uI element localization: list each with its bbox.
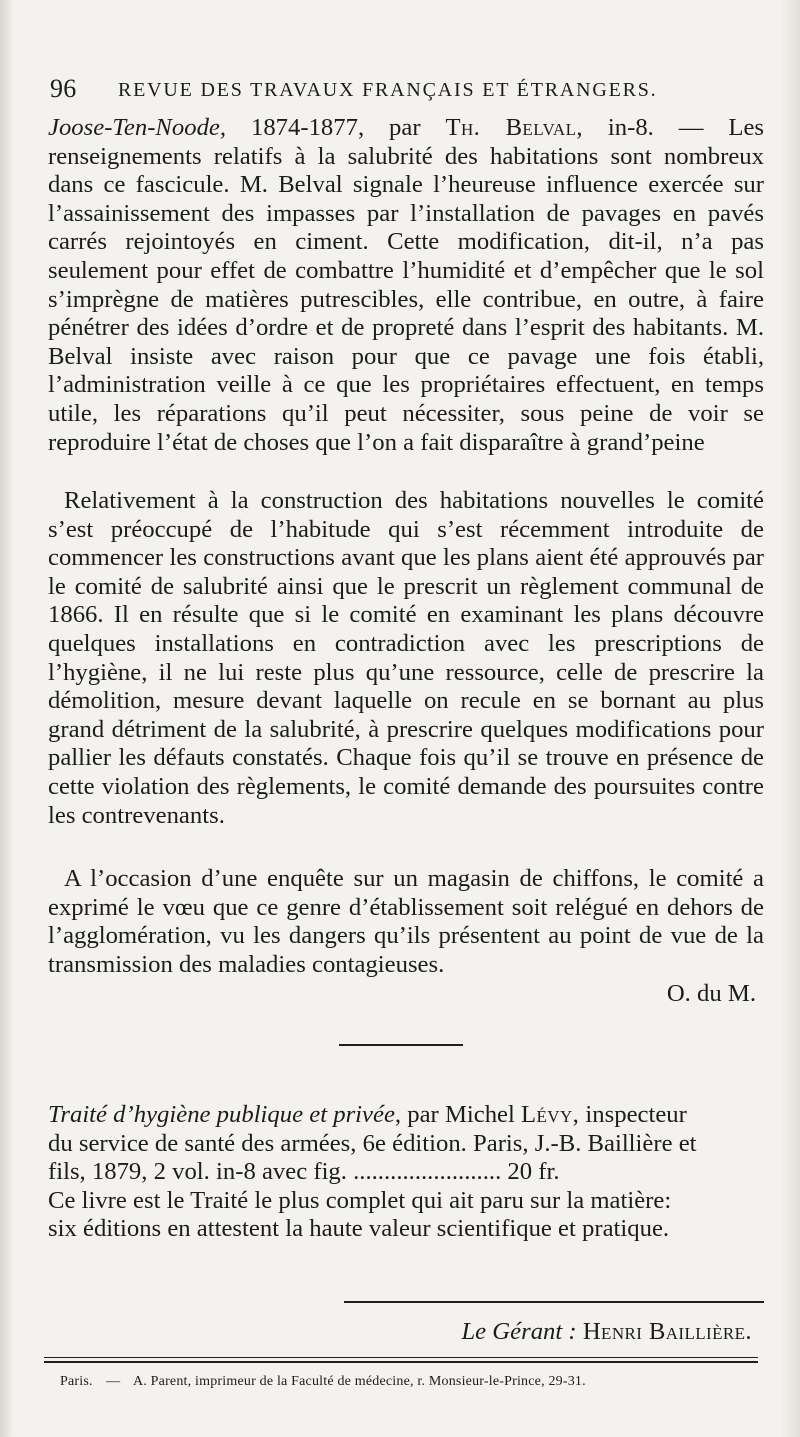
page-right-shadow: [780, 0, 800, 1437]
article-lead-rest: 1874-1877, par: [250, 114, 421, 141]
printer-imprint: [60, 1373, 586, 1391]
page-number: 96: [50, 74, 77, 103]
imprint-city: Paris.: [60, 1374, 93, 1389]
review-line-1: [48, 1101, 764, 1130]
review-line-2: du service de santé des armées, 6e édition. Paris, J.-B. Baillière et: [48, 1129, 697, 1157]
gerant-label: Le Gérant :: [461, 1318, 577, 1345]
article-author: Th. Belval,: [445, 114, 583, 141]
article-paragraph-3-text: A l’occasion d’une enquête sur un magasin de chiffons, le comité a exprimé le vœu que ce genre d’établissement soit relégué en dehors de l’agglomération, vu les dangers qu’ils présentent au point de vue de la transmission des maladies contagieuses.: [48, 865, 764, 978]
review-author-intro: par Michel: [407, 1101, 515, 1128]
article-lead-title: Joose-Ten-Noode,: [48, 114, 227, 141]
review-line-3-text: fils, 1879, 2 vol. in-8 avec fig. ........................: [48, 1158, 502, 1186]
review-author-name: Lévy,: [521, 1101, 580, 1128]
review-price: 20 fr.: [507, 1158, 560, 1186]
section-rule: [339, 1044, 463, 1046]
review-book-title: Traité d’hygiène publique et privée,: [48, 1101, 402, 1128]
article-paragraph-1: [48, 114, 764, 457]
article-paragraph-2-text: Relativement à la construction des habitations nouvelles le comité s’est préoccupé de l’habitude qui s’est récemment introduite de commencer les constructions avant que les plans aient été approuvés par le comité de salubrité ainsi que le prescrit un règlement communal de 1866. Il en résulte que si le comité en examinant les plans découvre quelques installations en contradiction avec les prescriptions de l’hygiène, il ne lui reste plus qu’une ressource, celle de prescrire la démolition, mesure devant laquelle on recule en se bornant au plus grand détriment de la salubrité, à prescrire quelques modifications pour pallier les défauts constatés. Chaque fois qu’il se trouve en présence de cette violation des règlements, le comité demande des poursuites contre les contrevenants.: [48, 487, 764, 829]
article-paragraph-2: [48, 487, 764, 830]
imprint-text: A. Parent, imprimeur de la Faculté de médecine, r. Monsieur-le-Prince, 29-31.: [132, 1374, 586, 1389]
gerant-rule: [344, 1301, 764, 1303]
imprint-separator: —: [106, 1374, 121, 1389]
review-line-5: six éditions en attestent la haute valeur scientifique et pratique.: [48, 1215, 670, 1243]
review-line-3: [48, 1158, 764, 1187]
book-review: [48, 1101, 764, 1244]
gerant-line: [461, 1318, 752, 1346]
footer-rule-thick: [44, 1361, 758, 1363]
review-line-4: Ce livre est le Traité le plus complet qui ait paru sur la matière:: [48, 1186, 672, 1214]
article-paragraph-3: [48, 865, 764, 979]
page-header: [50, 74, 760, 104]
article-paragraph-1-text: [48, 114, 764, 457]
page-left-shadow: [0, 0, 14, 1437]
running-title: REVUE DES TRAVAUX FRANÇAIS ET ÉTRANGERS.: [118, 79, 658, 101]
review-author-rest: inspecteur: [585, 1101, 687, 1128]
article-signature: O. du M.: [666, 980, 756, 1007]
gerant-name: Henri Baillière.: [582, 1318, 752, 1345]
footer-rule-thin: [44, 1357, 758, 1358]
article-body-1: in-8. — Les renseignements relatifs à la salubrité des habitations sont nombreux dans ce fascicule. M. Belval signale l’heureuse influence exercée sur l’assainissement des impasses par l’installation de pavages en pavés carrés rejointoyés en ciment. Cette modification, dit-il, n’a pas seulement pour effet de combattre l’humidité et d’empêcher que le sol s’imprègne de matières putrescibles, elle contribue, en outre, à faire pénétrer des idées d’ordre et de propreté dans l’esprit des habitants. M. Belval insiste avec raison pour que ce pavage une fois établi, l’administration veille à ce que les propriétaires effectuent, en temps utile, les réparations qu’il peut nécessiter, sous peine de voir se reproduire l’état de choses que l’on a fait disparaître à grand’peine: [48, 114, 765, 456]
